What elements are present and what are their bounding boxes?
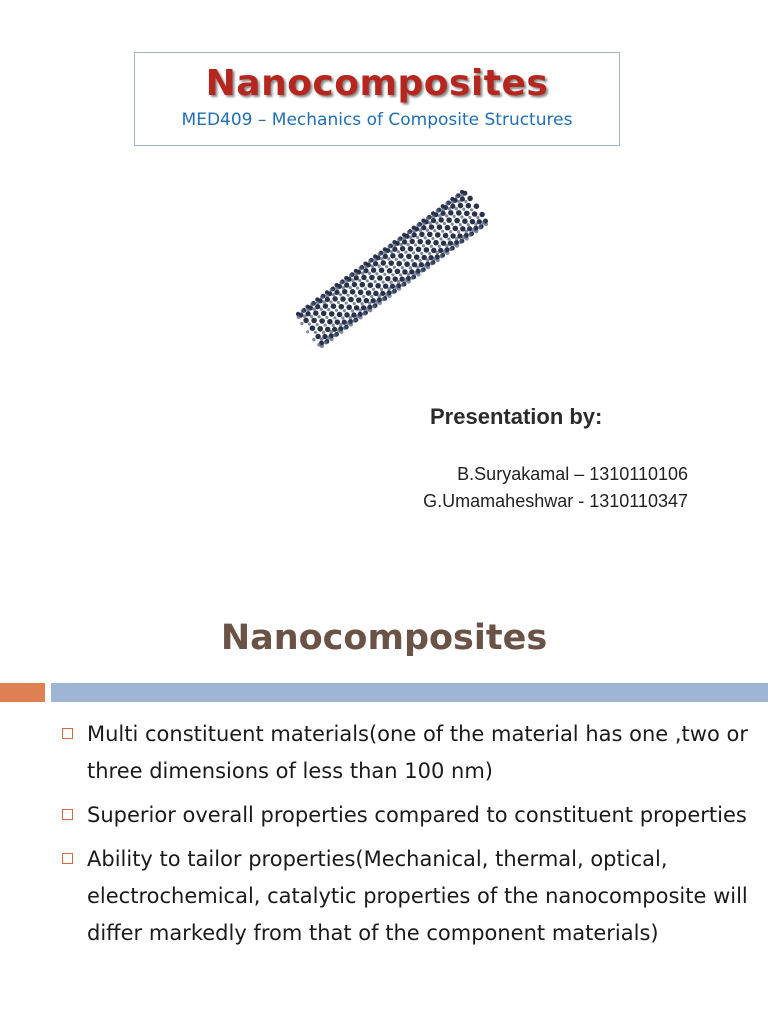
slide-2 bbox=[0, 592, 768, 1024]
carbon-nanotube-image bbox=[292, 190, 492, 360]
hollow-square-bullet-icon bbox=[62, 809, 73, 820]
list-item bbox=[60, 716, 750, 790]
bullet-list bbox=[60, 716, 750, 959]
slide-title: Nanocomposites bbox=[220, 618, 548, 658]
slide-subtitle: MED409 – Mechanics of Composite Structures bbox=[181, 110, 573, 130]
hollow-square-bullet-icon bbox=[62, 728, 73, 739]
accent-bar-orange bbox=[0, 683, 45, 702]
list-item bbox=[60, 841, 750, 952]
author-line: B.Suryakamal – 1310110106 bbox=[457, 464, 688, 484]
accent-bar-blue bbox=[51, 683, 768, 702]
bullet-text: Multi constituent materials(one of the material has one ,two or three dimensions of less than 100 nm) bbox=[87, 722, 748, 783]
title-box bbox=[134, 52, 620, 146]
list-item bbox=[60, 797, 750, 834]
hollow-square-bullet-icon bbox=[62, 853, 73, 864]
slide-title: Nanocomposites bbox=[205, 63, 549, 104]
author-line: G.Umamaheshwar - 1310110347 bbox=[423, 491, 688, 511]
presentation-by-label: Presentation by: bbox=[430, 404, 603, 429]
bullet-text: Ability to tailor properties(Mechanical, thermal, optical, electrochemical, catalytic properties of the nanocomposite will differ markedly from that of the component materials) bbox=[87, 847, 748, 945]
bullet-text: Superior overall properties compared to constituent properties bbox=[87, 803, 747, 827]
